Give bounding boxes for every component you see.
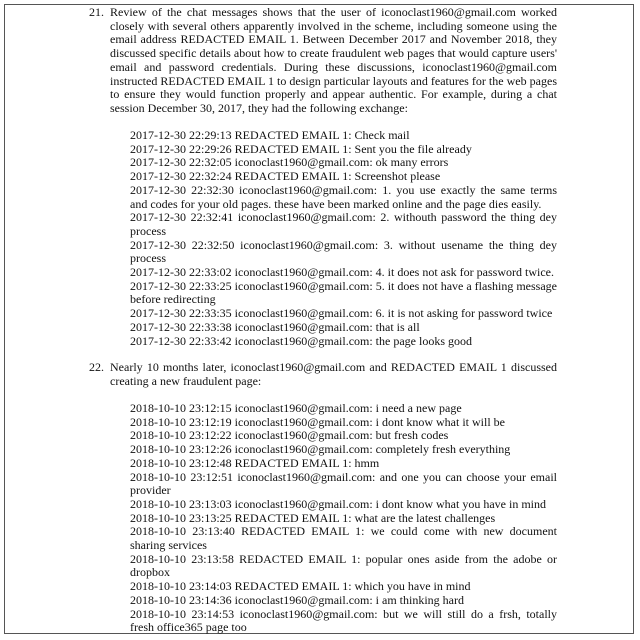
chat-log-2017 xyxy=(130,129,557,348)
chat-line: 2017-12-30 22:32:41 iconoclast1960@gmail.com: 2. withouth password the thing dey process xyxy=(130,210,557,238)
paragraph-text: Review of the chat messages shows that the user of iconoclast1960@gmail.com worked closely with several others apparently involved in the scheme, including someone using the email address REDACTED EMAIL 1. Between December 2017 and November 2018, they discussed specific details about how to create fraudulent web pages that would capture users' email and password credentials. During these discussions, iconoclast1960@gmail.com instructed REDACTED EMAIL 1 to design particular layouts and features for the web pages to ensure they would function properly and appear authentic. For example, during a chat session December 30, 2017, they had the following exchange: xyxy=(110,5,557,115)
chat-line: 2018-10-10 23:12:51 iconoclast1960@gmail.com: and one you can choose your email provider xyxy=(130,469,557,498)
chat-line: 2017-12-30 22:29:13 REDACTED EMAIL 1: Check mail xyxy=(130,128,410,142)
chat-line: 2018-10-10 23:13:40 REDACTED EMAIL 1: we could come with new document sharing services xyxy=(130,524,557,553)
paragraph-number: 21. xyxy=(89,5,104,19)
chat-line: 2018-10-10 23:12:19 iconoclast1960@gmail.com: i dont know what it will be xyxy=(130,414,506,429)
chat-line: 2018-10-10 23:13:25 REDACTED EMAIL 1: what are the latest challenges xyxy=(130,510,496,525)
chat-line: 2018-10-10 23:12:22 iconoclast1960@gmail.com: but fresh codes xyxy=(130,428,449,443)
chat-log-2018 xyxy=(130,402,557,635)
chat-line: 2018-10-10 23:13:58 REDACTED EMAIL 1: popular ones aside from the adobe or dropbox xyxy=(130,551,557,580)
chat-line: 2018-10-10 23:13:03 iconoclast1960@gmail.com: i dont know what you have in mind xyxy=(130,496,546,511)
paragraph-22 xyxy=(89,360,557,388)
chat-line: 2017-12-30 22:33:42 iconoclast1960@gmail.com: the page looks good xyxy=(130,333,472,348)
chat-line: 2018-10-10 23:14:03 REDACTED EMAIL 1: which you have in mind xyxy=(130,579,471,594)
chat-line: 2018-10-10 23:12:15 iconoclast1960@gmail.com: i need a new page xyxy=(130,401,462,415)
chat-line: 2017-12-30 22:32:30 iconoclast1960@gmail.com: 1. you use exactly the same terms and codes for your old pages. these have been marked online and the page dies easily. xyxy=(130,182,557,211)
document-page xyxy=(4,4,634,634)
chat-line: 2018-10-10 23:14:53 iconoclast1960@gmail.com: but we will still do a frsh, totally fresh office365 page too xyxy=(130,606,557,635)
paragraph-21 xyxy=(89,5,557,116)
chat-line: 2017-12-30 22:32:24 REDACTED EMAIL 1: Screenshot please xyxy=(130,169,441,184)
chat-line: 2017-12-30 22:29:26 REDACTED EMAIL 1: Sent you the file already xyxy=(130,141,472,156)
chat-line: 2018-10-10 23:12:48 REDACTED EMAIL 1: hmm xyxy=(130,455,380,470)
chat-line: 2017-12-30 22:32:50 iconoclast1960@gmail.com: 3. without usename the thing dey process xyxy=(130,237,557,266)
chat-line: 2018-10-10 23:12:26 iconoclast1960@gmail.com: completely fresh everything xyxy=(130,442,511,457)
chat-line: 2018-10-10 23:14:36 iconoclast1960@gmail.com: i am thinking hard xyxy=(130,592,465,607)
chat-line: 2017-12-30 22:33:38 iconoclast1960@gmail.com: that is all xyxy=(130,319,420,334)
chat-line: 2017-12-30 22:33:02 iconoclast1960@gmail.com: 4. it does not ask for password twice. xyxy=(130,265,554,280)
chat-line: 2017-12-30 22:32:05 iconoclast1960@gmail.com: ok many errors xyxy=(130,155,449,170)
chat-line: 2017-12-30 22:33:35 iconoclast1960@gmail.com: 6. it is not asking for password twice xyxy=(130,306,553,321)
paragraph-number: 22. xyxy=(89,360,104,374)
paragraph-text: Nearly 10 months later, iconoclast1960@gmail.com and REDACTED EMAIL 1 discussed creating a new fraudulent page: xyxy=(110,360,557,388)
chat-line: 2017-12-30 22:33:25 iconoclast1960@gmail.com: 5. it does not have a flashing message before redirecting xyxy=(130,278,557,307)
